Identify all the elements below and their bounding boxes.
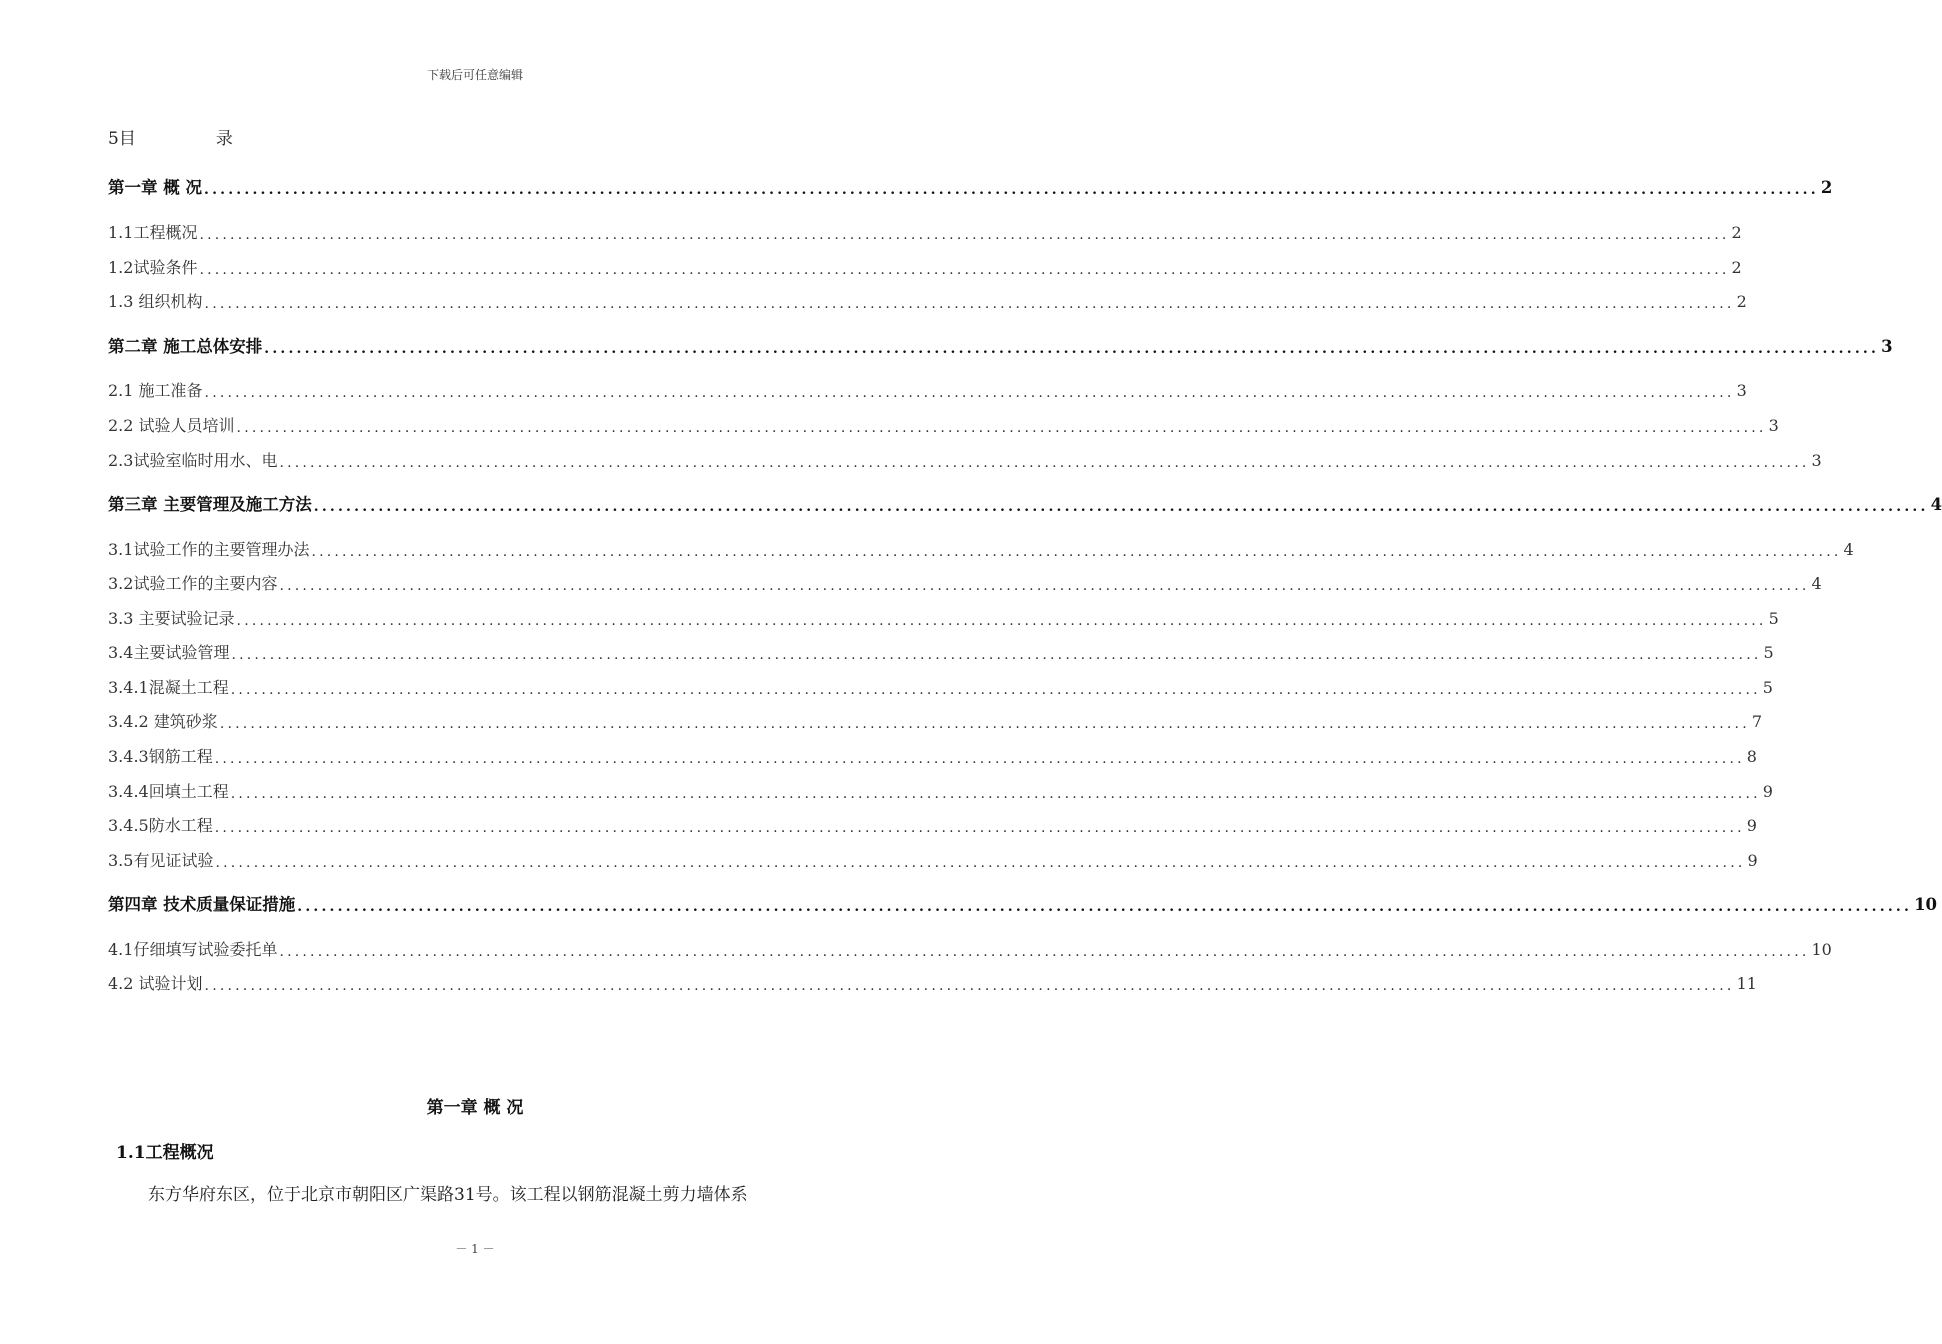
toc-title-suffix: 录: [215, 129, 233, 149]
toc-entry-label: 3.4.4回填土工程: [108, 782, 229, 801]
body-paragraph: 东方华府东区，位于北京市朝阳区广渠路31号。该工程以钢筋混凝土剪力墙体系: [148, 1185, 748, 1205]
toc-section-entry[interactable]: [108, 607, 1779, 631]
toc-section-entry[interactable]: [108, 938, 1832, 962]
toc-entry-page: 3: [1881, 337, 1893, 356]
toc-entry-page: 3: [1811, 451, 1822, 470]
toc-entry-label: 3.5有见证试验: [108, 851, 214, 870]
toc-dot-leader: ........................................................................................................................................................................................................: [215, 855, 1746, 871]
toc-entry-page: 4: [1811, 574, 1822, 593]
toc-dot-leader: ........................................................................................................................................................................................................: [236, 420, 1767, 436]
toc-dot-leader: ........................................................................................................................................................................................................: [279, 944, 1810, 960]
toc-entry-page: 3: [1768, 416, 1779, 435]
toc-dot-leader: ........................................................................................................................................................................................................: [311, 544, 1842, 560]
toc-entry-label: 第二章 施工总体安排: [108, 337, 263, 356]
toc-dot-leader: ........................................................................................................................................................................................................: [279, 455, 1810, 471]
toc-entry-label: 第三章 主要管理及施工方法: [108, 495, 312, 514]
toc-entry-page: 8: [1746, 747, 1757, 766]
toc-dot-leader: ........................................................................................................................................................................................................: [214, 820, 1745, 836]
toc-dot-leader: ........................................................................................................................................................................................................: [231, 647, 1762, 663]
toc-entry-page: 10: [1914, 895, 1938, 914]
toc-entry-page: 2: [1820, 178, 1833, 197]
toc-section-entry[interactable]: [108, 572, 1822, 596]
toc-entry-label: 4.2 试验计划: [108, 974, 203, 993]
toc-dot-leader: ........................................................................................................................................................................................................: [230, 682, 1761, 698]
toc-entry-label: 2.1 施工准备: [108, 381, 203, 400]
toc-dot-leader: ........................................................................................................................................................................................................: [214, 751, 1745, 767]
toc-dot-leader: ........................................................................................................................................................................................................: [199, 227, 1730, 243]
toc-dot-leader: ........................................................................................................................................................................................................: [230, 786, 1761, 802]
toc-section-entry[interactable]: [108, 449, 1822, 473]
toc-section-entry[interactable]: [108, 972, 1757, 996]
toc-section-entry[interactable]: [108, 221, 1742, 245]
toc-dot-leader: ........................................................................................................................................................................................................: [204, 978, 1735, 994]
toc-entry-page: 5: [1763, 643, 1774, 662]
toc-dot-leader: ........................................................................................................................................................................................................: [204, 385, 1735, 401]
toc-dot-leader: ........................................................................................................................................................................................................: [199, 262, 1730, 278]
toc-entry-page: 2: [1736, 292, 1747, 311]
toc-chapter-entry[interactable]: [108, 335, 1893, 359]
toc-entry-label: 3.4.3钢筋工程: [108, 747, 213, 766]
toc-dot-leader: ........................................................................................................................................................................................................: [264, 341, 1880, 357]
toc-section-entry[interactable]: [108, 745, 1757, 769]
toc-entry-label: 第一章 概 况: [108, 178, 202, 197]
toc-entry-label: 3.2试验工作的主要内容: [108, 574, 278, 593]
toc-chapter-entry[interactable]: [108, 176, 1833, 200]
toc-dot-leader: ........................................................................................................................................................................................................: [297, 899, 1913, 915]
toc-entry-label: 2.3试验室临时用水、电: [108, 451, 278, 470]
toc-entry-label: 3.4.1混凝土工程: [108, 678, 229, 697]
toc-entry-page: 9: [1762, 782, 1773, 801]
toc-entry-label: 1.1工程概况: [108, 223, 198, 242]
toc-entry-page: 7: [1751, 712, 1763, 731]
page-header-note: 下载后可任意编辑: [426, 68, 523, 82]
toc-section-entry[interactable]: [108, 256, 1742, 280]
toc-section-entry[interactable]: [108, 849, 1758, 873]
toc-entry-label: 1.2试验条件: [108, 258, 198, 277]
toc-entry-label: 3.3 主要试验记录: [108, 609, 235, 628]
toc-entry-page: 9: [1746, 816, 1757, 835]
toc-entry-label: 3.4.5防水工程: [108, 816, 213, 835]
toc-entry-label: 2.2 试验人员培训: [108, 416, 235, 435]
toc-section-entry[interactable]: [108, 538, 1854, 562]
toc-section-entry[interactable]: [108, 641, 1774, 665]
toc-entry-page: 11: [1736, 974, 1757, 993]
toc-section-entry[interactable]: [108, 814, 1757, 838]
toc-title-prefix: 5目: [108, 129, 136, 149]
toc-entry-page: 4: [1843, 540, 1854, 559]
toc-entry-label: 第四章 技术质量保证措施: [108, 895, 296, 914]
toc-entry-page: 9: [1747, 851, 1758, 870]
toc-entry-label: 3.1试验工作的主要管理办法: [108, 540, 310, 559]
toc-entry-page: 2: [1731, 258, 1742, 277]
toc-entry-label: 4.1仔细填写试验委托单: [108, 940, 278, 959]
toc-dot-leader: ........................................................................................................................................................................................................: [204, 182, 1819, 198]
toc-entry-label: 3.4.2 建筑砂浆: [108, 712, 218, 731]
toc-entry-page: 10: [1811, 940, 1832, 959]
toc-entry-label: 3.4主要试验管理: [108, 643, 230, 662]
toc-section-entry[interactable]: [108, 780, 1773, 804]
toc-entry-page: 5: [1768, 609, 1779, 628]
toc-dot-leader: ........................................................................................................................................................................................................: [313, 499, 1929, 515]
chapter-heading: 第一章 概 况: [426, 1098, 524, 1118]
toc-dot-leader: ........................................................................................................................................................................................................: [279, 578, 1810, 594]
toc-entry-label: 1.3 组织机构: [108, 292, 203, 311]
toc-entry-page: 2: [1731, 223, 1742, 242]
toc-dot-leader: ........................................................................................................................................................................................................: [204, 296, 1735, 312]
toc-section-entry[interactable]: [108, 290, 1747, 314]
toc-entry-page: 4: [1930, 495, 1942, 514]
toc-section-entry[interactable]: [108, 414, 1779, 438]
toc-entry-page: 3: [1736, 381, 1747, 400]
toc-title: [108, 124, 233, 149]
page-number-footer: － 1 －: [455, 1242, 495, 1256]
toc-section-entry[interactable]: [108, 710, 1763, 734]
section-heading: 1.1工程概况: [116, 1143, 214, 1163]
toc-dot-leader: ........................................................................................................................................................................................................: [236, 613, 1767, 629]
toc-chapter-entry[interactable]: [108, 893, 1938, 917]
toc-section-entry[interactable]: [108, 379, 1747, 403]
toc-dot-leader: ........................................................................................................................................................................................................: [219, 716, 1750, 732]
toc-chapter-entry[interactable]: [108, 493, 1942, 517]
toc-entry-page: 5: [1762, 678, 1773, 697]
toc-section-entry[interactable]: [108, 676, 1773, 700]
